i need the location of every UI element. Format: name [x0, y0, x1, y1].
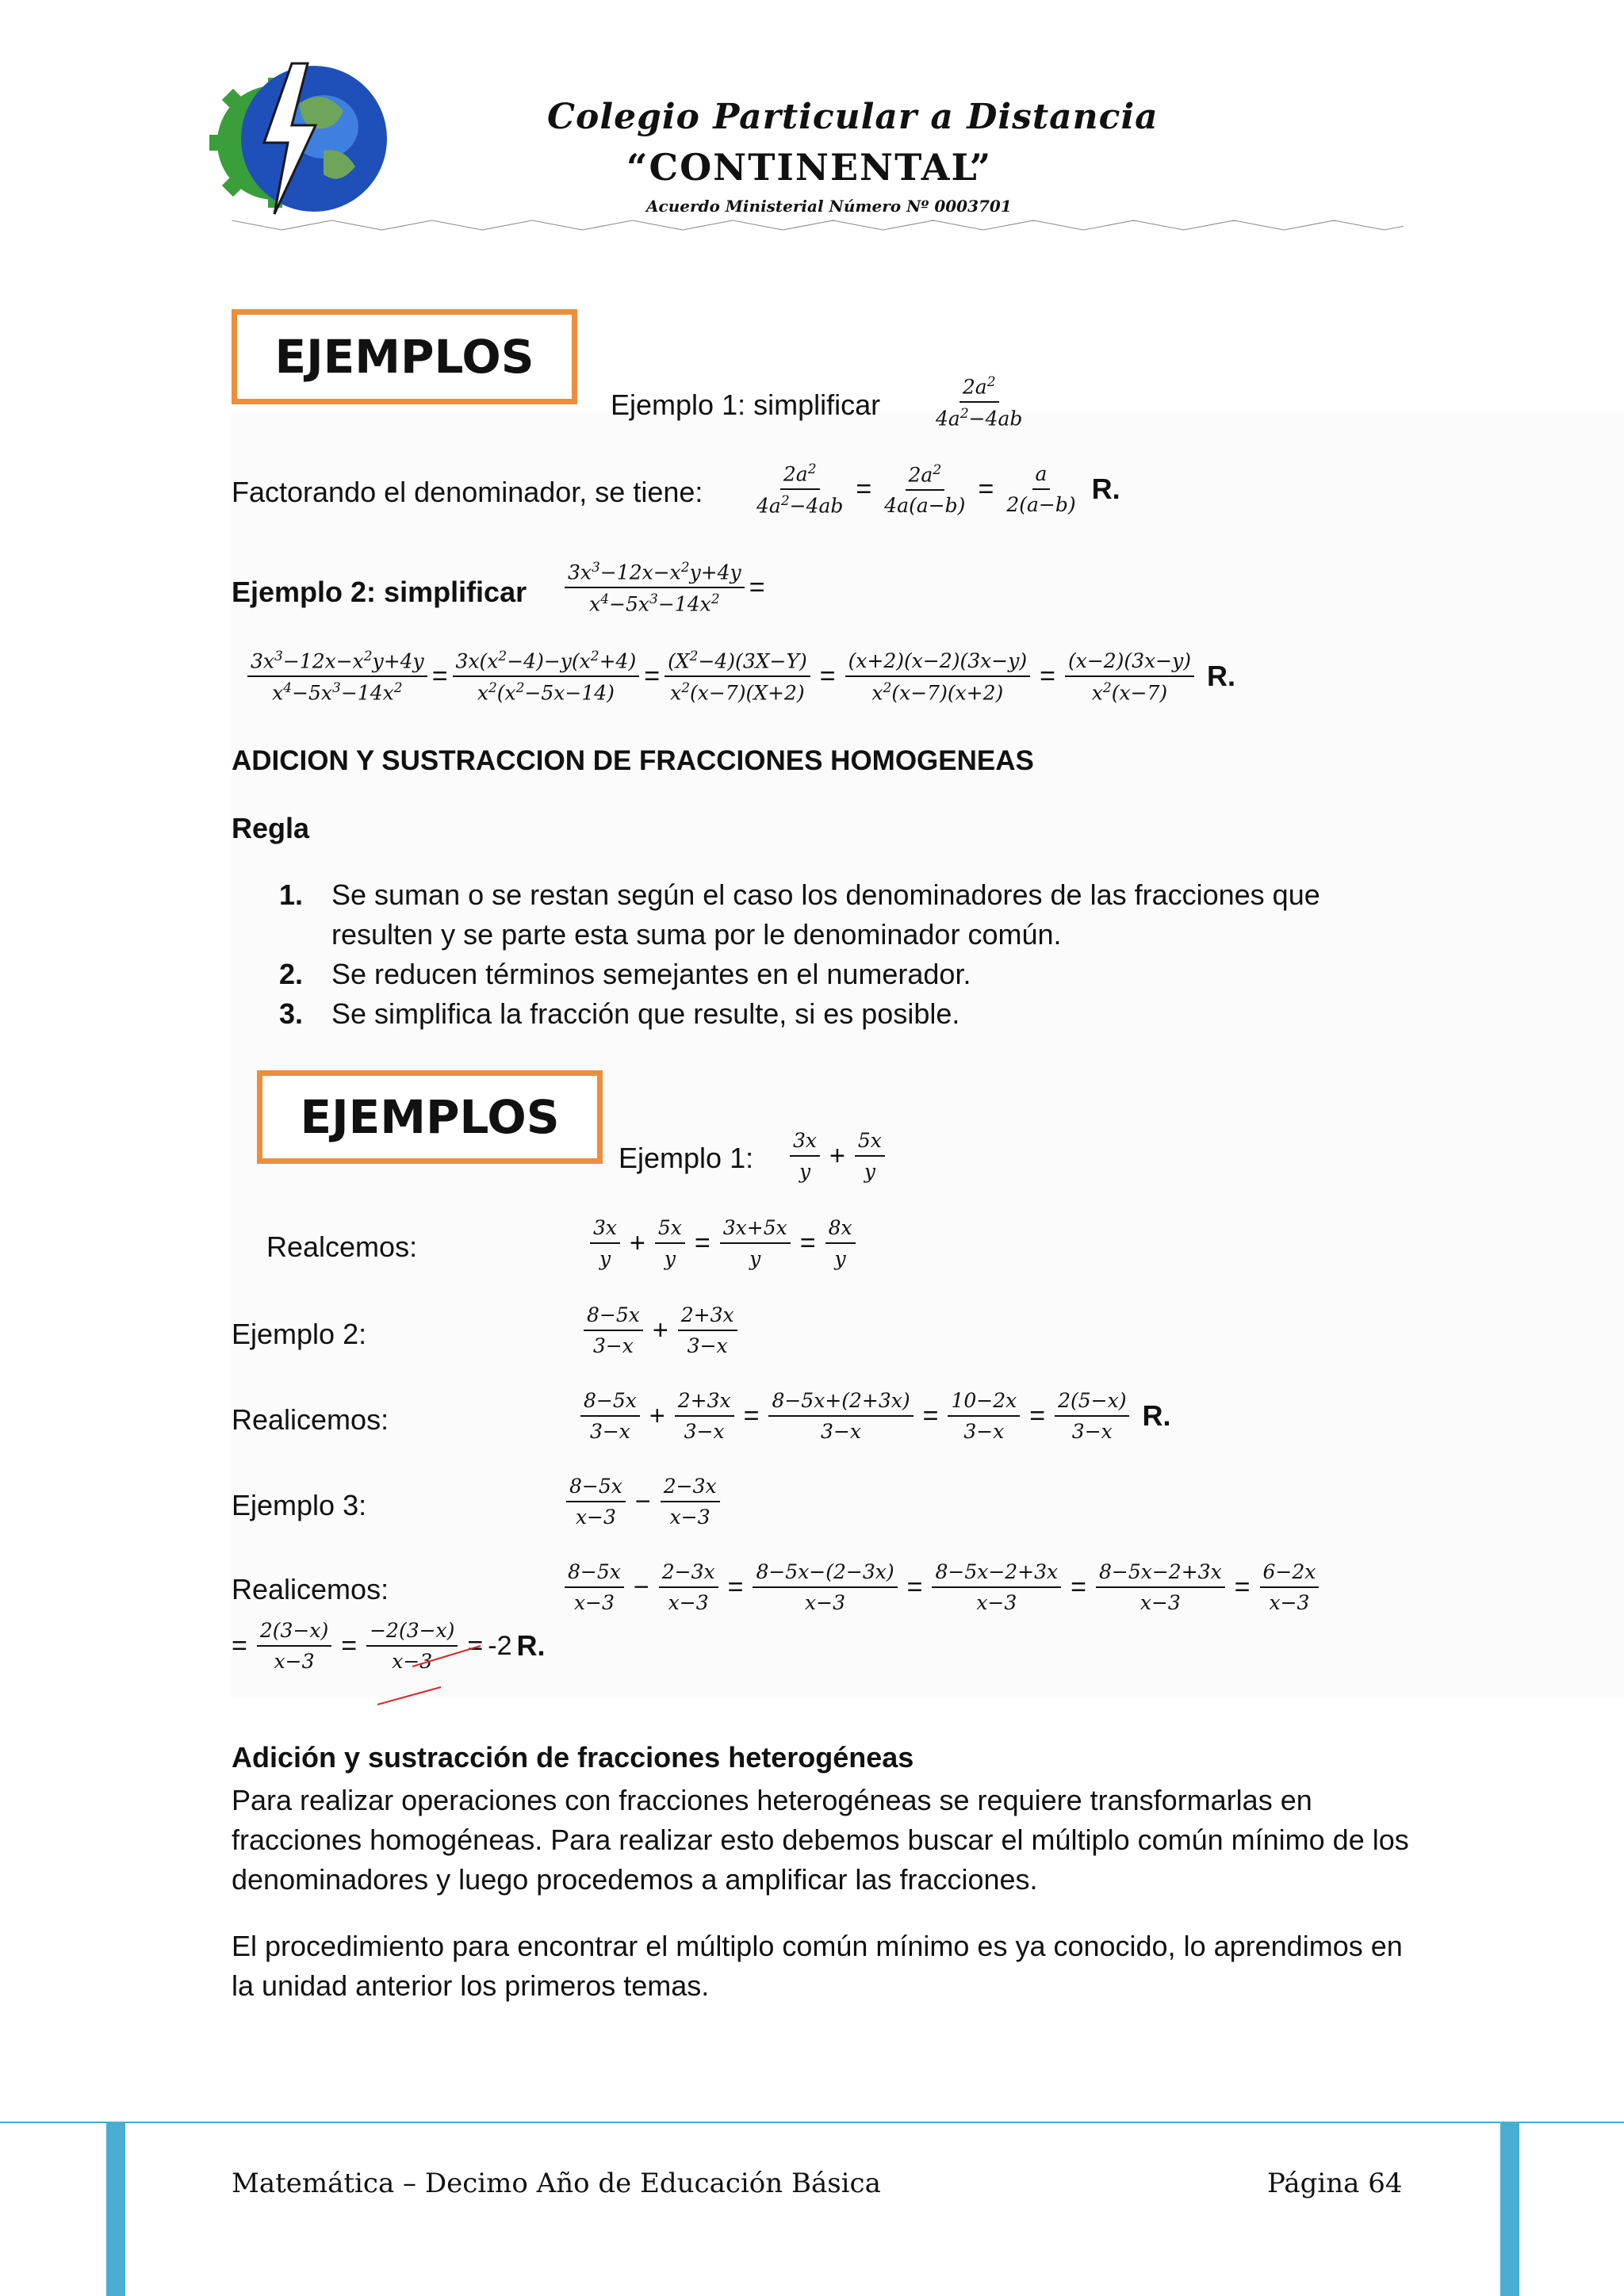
- example1-intro: Ejemplo 1: simplificar: [611, 388, 881, 421]
- example3-work: $\frac{3x}{y}$ + $\frac{5x}{y}$ = $\frac{3x+5x}{y}$ = $\frac{8x}{y}$: [585, 1218, 860, 1269]
- school-agreement: Acuerdo Ministerial Número Nº 0003701: [646, 197, 1012, 216]
- example1-work: $\frac{2a^2}{4a^2-4ab}$ = $\frac{2a^2}{4a(a-b)}$ = $\frac{a}{2(a-b)}$ R.: [756, 461, 1120, 518]
- section-heterogeneous-title: Adición y sustracción de fracciones heterogéneas: [232, 1741, 914, 1774]
- footer-bar-right: [1500, 2122, 1519, 2296]
- example5-work: $\frac{8-5x}{x-3}$ − $\frac{2-3x}{x-3}$ = $\frac{8-5x-(2-3x)}{x-3}$ = $\frac{8-5x-2+3x}{x-3}$ = $\frac{8-5x-2+3x}{x-3}$ = $\frac{6-2x}{x-3}$: [560, 1562, 1323, 1613]
- example5-fraction: $\frac{8-5x}{x-3}$ − $\frac{2-3x}{x-3}$: [561, 1476, 725, 1527]
- rule-list: [279, 875, 1421, 1034]
- example1-factor-text: Factorando el denominador, se tiene:: [232, 476, 703, 508]
- school-logo: [205, 55, 395, 222]
- example3-work-label: Realcemos:: [266, 1230, 418, 1263]
- example1-fraction: $\frac{2a^2}{4a^2-4ab}$: [936, 374, 1023, 430]
- example2-fraction: $\frac{3x^3-12x-x^2y+4y}{x^4-5x^3-14x^2}$ =: [560, 561, 770, 614]
- list-item: 1. Se suman o se restan según el caso los denominadores de las fracciones que resulten y se parte esta suma por le denominador común.: [279, 878, 1320, 951]
- example3-fraction: $\frac{3x}{y}$ + $\frac{5x}{y}$: [785, 1131, 890, 1181]
- example5-result-mark: R.: [516, 1629, 546, 1662]
- footer-page-number: Página 64: [1267, 2168, 1403, 2199]
- example4-fraction: $\frac{8-5x}{3-x}$ + $\frac{2+3x}{3-x}$: [579, 1305, 742, 1356]
- example5-intro: Ejemplo 3:: [232, 1489, 367, 1521]
- paragraph-2: El procedimiento para encontrar el múltiplo común mínimo es ya conocido, lo aprendimos en la unidad anterior los primeros temas.: [232, 1930, 1403, 2002]
- footer-subject: Matemática – Decimo Año de Educación Básica: [232, 2168, 881, 2199]
- footer-line: [0, 2122, 1624, 2123]
- example5-result: = $\frac{2(3-x)}{x-3}$ = $\frac{-2(3-x)}{x-3}$ = -2 R.: [232, 1619, 546, 1673]
- example2-result-mark: R.: [1207, 660, 1236, 693]
- ejemplos-badge-2: EJEMPLOS: [257, 1070, 603, 1164]
- example2-work: $\frac{3x^3-12x-x^2y+4y}{x^4-5x^3-14x^2}$ = $\frac{3x(x^2-4)-y(x^2+4)}{x^2(x^2-5x-14)}$ = $\frac{(X^2-4)(3X-Y)}{x^2(x-7)(X+2)}$ = $\frac{(x+2)(x-2)(3x-y)}{x^2(x-7)(x+2)}$ = $\frac{(x-2)(3x-y)}{x^2(x-7)}$ R.: [243, 650, 1235, 703]
- header-wavy-divider: [232, 216, 1404, 236]
- school-name-line1: Colegio Particular a Distancia: [547, 97, 1159, 137]
- ejemplos-badge: EJEMPLOS: [232, 309, 577, 404]
- list-item: 2. Se reducen términos semejantes en el numerador.: [279, 958, 971, 990]
- example5-result-value: -2: [488, 1630, 512, 1661]
- example4-work-label: Realicemos:: [232, 1403, 389, 1436]
- example4-intro: Ejemplo 2:: [232, 1318, 367, 1350]
- school-name-line2: “CONTINENTAL”: [626, 146, 993, 189]
- example5-work-label: Realicemos:: [232, 1573, 389, 1605]
- example1-result-mark: R.: [1091, 473, 1120, 506]
- list-item: 3. Se simplifica la fracción que resulte, si es posible.: [279, 997, 960, 1030]
- section-homogeneous-title: ADICION Y SUSTRACCION DE FRACCIONES HOMOGENEAS: [232, 745, 1034, 776]
- example4-result-mark: R.: [1142, 1399, 1171, 1432]
- example4-work: $\frac{8-5x}{3-x}$ + $\frac{2+3x}{3-x}$ = $\frac{8-5x+(2+3x)}{3-x}$ = $\frac{10-2x}{3-x}$ = $\frac{2(5-x)}{3-x}$ R.: [576, 1391, 1170, 1441]
- rule-title: Regla: [232, 812, 310, 844]
- cancel-strokes: [373, 1638, 492, 1709]
- footer-bar-left: [106, 2122, 125, 2296]
- paragraph-1: Para realizar operaciones con fracciones heterogéneas se requiere transformarlas en fracciones homogéneas. Para realizar esto debemos buscar el múltiplo común mínimo de los denominadores y luego procedemos a amplificar las fracciones.: [232, 1784, 1409, 1896]
- example2-intro: Ejemplo 2: simplificar: [232, 576, 527, 608]
- example3-intro: Ejemplo 1:: [619, 1142, 754, 1174]
